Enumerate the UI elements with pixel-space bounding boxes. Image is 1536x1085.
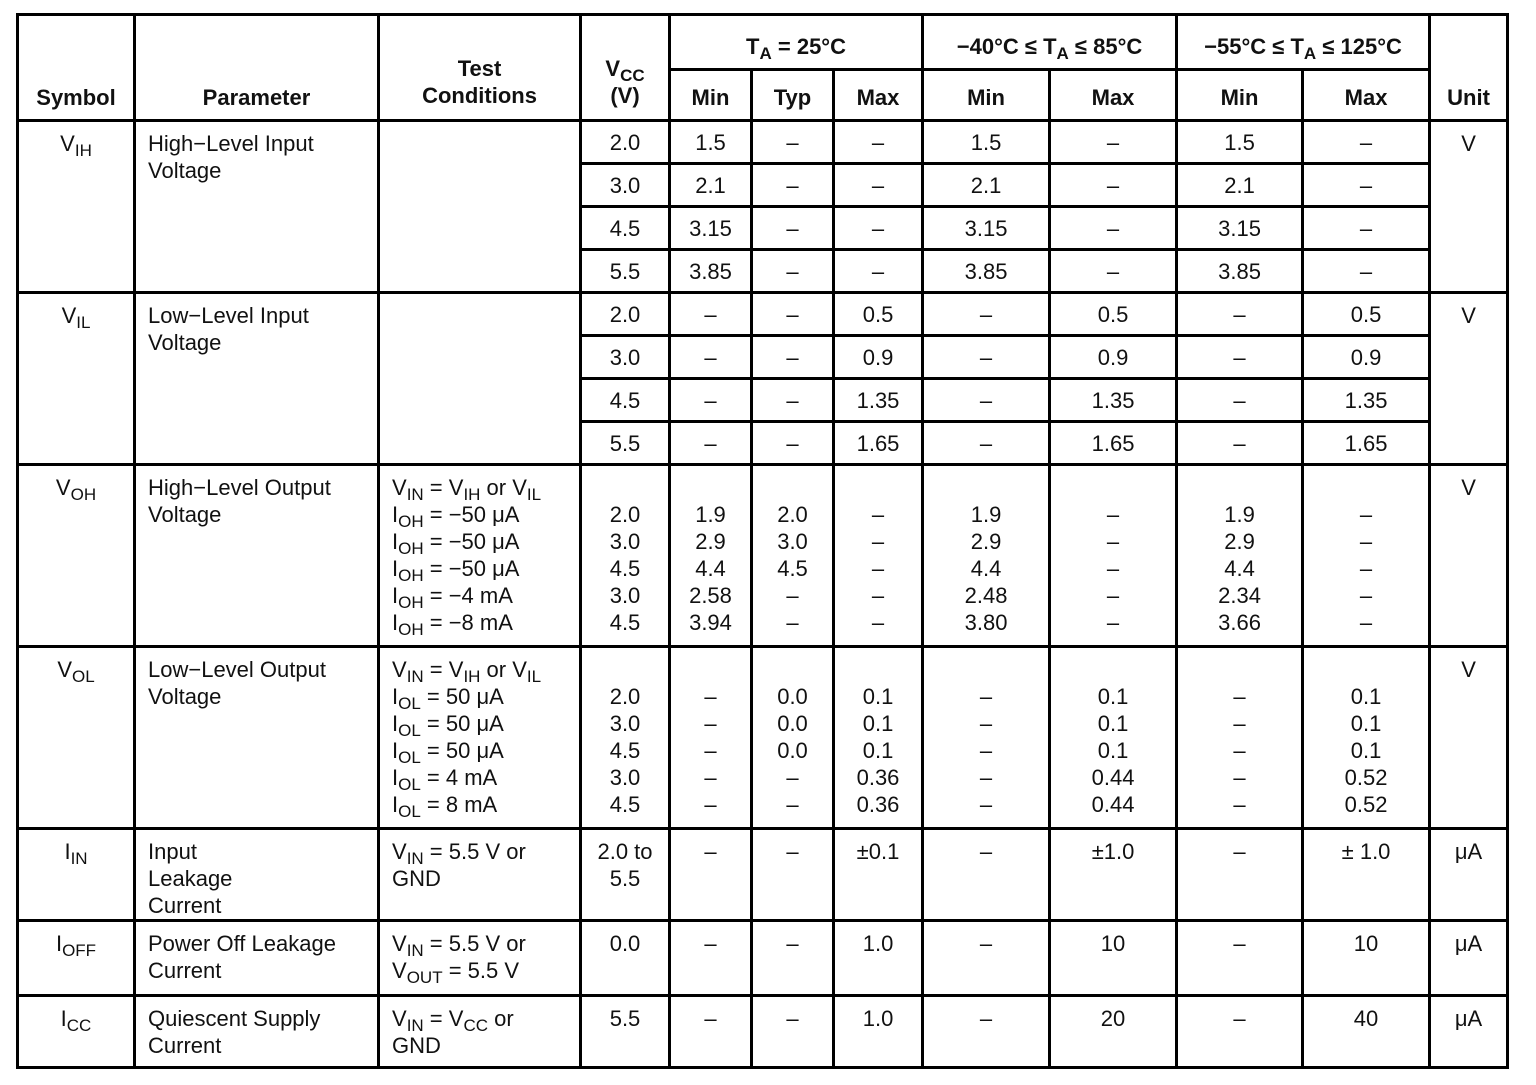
unit-ioff: μA (1430, 921, 1508, 996)
cell-min125: 3.85 (1177, 250, 1303, 293)
cell-max25: – (834, 121, 923, 164)
symbol-vil: $V_{IL}$ (18, 293, 135, 465)
cell-max85: 1.35 (1050, 379, 1177, 422)
cell-min85: – (923, 829, 1050, 921)
cell-min125: 2.1 (1177, 164, 1303, 207)
cell-vcc: 2.0 (581, 293, 670, 336)
cell-vcc: 2.0 (581, 121, 670, 164)
cell-typ25: – (752, 336, 834, 379)
header-vcc-sub: CC (620, 66, 645, 85)
header-max-85c: Max (1050, 70, 1177, 121)
column-max125: – – – – – (1303, 465, 1430, 647)
cell-min125: – (1177, 996, 1303, 1068)
header-symbol: Symbol (18, 15, 135, 121)
cell-min25: 3.85 (670, 250, 752, 293)
column-typ25: 2.0 3.0 4.5 – – (752, 465, 834, 647)
table-row-vol (18, 647, 1508, 829)
cell-min85: 2.1 (923, 164, 1050, 207)
header-max-125c: Max (1303, 70, 1430, 121)
header-parameter: Parameter (135, 15, 379, 121)
cell-max125: – (1303, 207, 1430, 250)
cell-typ25: – (752, 921, 834, 996)
cell-vcc: 4.5 (581, 207, 670, 250)
symbol-ioff: $I_{OFF}$ (18, 921, 135, 996)
cell-min85: 3.85 (923, 250, 1050, 293)
unit-iin: μA (1430, 829, 1508, 921)
cell-max25: 0.9 (834, 336, 923, 379)
header-vcc-main: V (605, 56, 621, 81)
cell-min25: 2.1 (670, 164, 752, 207)
cell-min25: – (670, 829, 752, 921)
cell-typ25: – (752, 207, 834, 250)
condition-line: $I_{OL} = 8$ mA (392, 792, 498, 821)
cell-max125: 1.65 (1303, 422, 1430, 465)
column-min85: – – – – – (923, 647, 1050, 829)
parameter-vol: Low−Level Output Voltage (135, 647, 379, 829)
cell-max85: – (1050, 250, 1177, 293)
cell-max125: 10 (1303, 921, 1430, 996)
cell-min25: – (670, 996, 752, 1068)
cell-max85: 0.9 (1050, 336, 1177, 379)
conditions-iin: $V_{IN} = 5.5$ V or GND (379, 829, 581, 921)
cell-min85: – (923, 336, 1050, 379)
condition-line: $I_{OL} = 50$ μA (392, 684, 504, 713)
cell-typ25: – (752, 379, 834, 422)
cell-max25: 1.0 (834, 996, 923, 1068)
cell-max25: – (834, 207, 923, 250)
header-group-125c: $-55^\circ C \le T_A \le 125^\circ C$ (1177, 15, 1430, 70)
condition-line: $V_{IN} = V_{IH}$ or $V_{IL}$ (392, 657, 542, 686)
cell-vcc: 3.0 (581, 164, 670, 207)
table-row-vih-0 (18, 121, 1508, 164)
cell-typ25: – (752, 422, 834, 465)
cell-min125: 1.5 (1177, 121, 1303, 164)
unit-vil: V (1430, 293, 1508, 465)
cell-min85: – (923, 996, 1050, 1068)
cell-min25: 3.15 (670, 207, 752, 250)
column-vcc: 2.0 3.0 4.5 3.0 4.5 (581, 647, 670, 829)
cell-min125: – (1177, 293, 1303, 336)
conditions-voh (379, 465, 581, 647)
condition-line: $I_{OH} = -50$ μA (392, 502, 520, 531)
table-row-icc (18, 996, 1508, 1068)
cell-max125: 0.5 (1303, 293, 1430, 336)
symbol-vih: $V_{IH}$ (18, 121, 135, 293)
unit-icc: μA (1430, 996, 1508, 1068)
cell-vcc: 4.5 (581, 379, 670, 422)
table-row-ioff (18, 921, 1508, 996)
column-min85: 1.9 2.9 4.4 2.48 3.80 (923, 465, 1050, 647)
column-max85: 0.1 0.1 0.1 0.44 0.44 (1050, 647, 1177, 829)
cell-min85: 3.15 (923, 207, 1050, 250)
cell-typ25: – (752, 996, 834, 1068)
cell-min25: – (670, 379, 752, 422)
cell-min85: 1.5 (923, 121, 1050, 164)
cell-max25: 1.0 (834, 921, 923, 996)
cell-max85: 0.5 (1050, 293, 1177, 336)
cell-min125: – (1177, 921, 1303, 996)
dc-characteristics-table (16, 13, 1509, 1069)
cell-min25: – (670, 921, 752, 996)
condition-line: $I_{OH} = -50$ μA (392, 529, 520, 558)
conditions-icc: $V_{IN} = V_{CC}$ or GND (379, 996, 581, 1068)
symbol-icc: $I_{CC}$ (18, 996, 135, 1068)
header-test-conditions (379, 15, 581, 121)
cell-min125: – (1177, 422, 1303, 465)
cell-max125: 0.9 (1303, 336, 1430, 379)
parameter-vih: High−Level Input Voltage (135, 121, 379, 293)
condition-line: $V_{IN} = V_{IH}$ or $V_{IL}$ (392, 475, 542, 504)
header-group-25c: $T_A = 25^\circ C$ (670, 15, 923, 70)
header-min-125c: Min (1177, 70, 1303, 121)
cell-max125: 40 (1303, 996, 1430, 1068)
condition-line: $I_{OH} = -50$ μA (392, 556, 520, 585)
parameter-vil: Low−Level Input Voltage (135, 293, 379, 465)
parameter-voh: High−Level Output Voltage (135, 465, 379, 647)
cell-min125: 3.15 (1177, 207, 1303, 250)
cell-max85: 1.65 (1050, 422, 1177, 465)
cell-typ25: – (752, 250, 834, 293)
parameter-ioff: Power Off Leakage Current (135, 921, 379, 996)
conditions-ioff: $V_{IN} = 5.5$ V or $V_{OUT} = 5.5$ V (379, 921, 581, 996)
cell-min25: – (670, 422, 752, 465)
column-min25: – – – – – (670, 647, 752, 829)
cell-min25: 1.5 (670, 121, 752, 164)
header-test-line1: Test (457, 56, 502, 81)
cell-max25: – (834, 164, 923, 207)
cell-min125: – (1177, 336, 1303, 379)
cell-vcc: 5.5 (581, 250, 670, 293)
cell-vcc: 3.0 (581, 336, 670, 379)
conditions-vol (379, 647, 581, 829)
cell-min85: – (923, 379, 1050, 422)
header-min-25c: Min (670, 70, 752, 121)
column-max25: 0.1 0.1 0.1 0.36 0.36 (834, 647, 923, 829)
column-min125: 1.9 2.9 4.4 2.34 3.66 (1177, 465, 1303, 647)
cell-min25: – (670, 336, 752, 379)
condition-line: $I_{OL} = 50$ μA (392, 711, 504, 740)
cell-max125: – (1303, 250, 1430, 293)
cell-max85: 20 (1050, 996, 1177, 1068)
cell-vcc: 5.5 (581, 422, 670, 465)
cell-max85: ±1.0 (1050, 829, 1177, 921)
condition-line: $I_{OH} = -4$ mA (392, 583, 513, 612)
column-max85: – – – – – (1050, 465, 1177, 647)
cell-max125: – (1303, 121, 1430, 164)
column-max25: – – – – – (834, 465, 923, 647)
unit-voh: V (1430, 465, 1508, 647)
header-max-25c: Max (834, 70, 923, 121)
header-vcc-unit: (V) (610, 83, 640, 108)
cell-min85: – (923, 422, 1050, 465)
cell-max125: 1.35 (1303, 379, 1430, 422)
cell-max25: 0.5 (834, 293, 923, 336)
parameter-icc: Quiescent Supply Current (135, 996, 379, 1068)
cell-max125: – (1303, 164, 1430, 207)
cell-min125: – (1177, 829, 1303, 921)
condition-line: $I_{OL} = 4$ mA (392, 765, 498, 794)
header-test-line2: Conditions (422, 83, 537, 108)
symbol-vol: $V_{OL}$ (18, 647, 135, 829)
table-row-iin (18, 829, 1508, 921)
symbol-iin: $I_{IN}$ (18, 829, 135, 921)
column-typ25: 0.0 0.0 0.0 – – (752, 647, 834, 829)
cell-max125: ± 1.0 (1303, 829, 1430, 921)
table-row-voh (18, 465, 1508, 647)
column-vcc: 2.0 3.0 4.5 3.0 4.5 (581, 465, 670, 647)
unit-vih: V (1430, 121, 1508, 293)
cell-min125: – (1177, 379, 1303, 422)
cell-max85: – (1050, 207, 1177, 250)
conditions-vih (379, 121, 581, 293)
condition-line: $I_{OL} = 50$ μA (392, 738, 504, 767)
header-unit: Unit (1430, 15, 1508, 121)
cell-typ25: – (752, 293, 834, 336)
cell-vcc: 5.5 (581, 996, 670, 1068)
column-min125: – – – – – (1177, 647, 1303, 829)
cell-typ25: – (752, 164, 834, 207)
cell-max85: 10 (1050, 921, 1177, 996)
cell-max25: 1.35 (834, 379, 923, 422)
symbol-voh: $V_{OH}$ (18, 465, 135, 647)
header-row-1 (18, 15, 1508, 70)
cell-max85: – (1050, 121, 1177, 164)
column-max125: 0.1 0.1 0.1 0.52 0.52 (1303, 647, 1430, 829)
cell-typ25: – (752, 121, 834, 164)
cell-vcc: 0.0 (581, 921, 670, 996)
header-vcc (581, 15, 670, 121)
cell-max25: – (834, 250, 923, 293)
cell-min85: – (923, 293, 1050, 336)
cell-max25: 1.65 (834, 422, 923, 465)
cell-max25: ±0.1 (834, 829, 923, 921)
cell-min25: – (670, 293, 752, 336)
table-row-vil-0 (18, 293, 1508, 336)
cell-max85: – (1050, 164, 1177, 207)
header-min-85c: Min (923, 70, 1050, 121)
cell-typ25: – (752, 829, 834, 921)
header-group-85c: $-40^\circ C \le T_A \le 85^\circ C$ (923, 15, 1177, 70)
conditions-vil (379, 293, 581, 465)
condition-line: $I_{OH} = -8$ mA (392, 610, 513, 639)
unit-vol: V (1430, 647, 1508, 829)
column-min25: 1.9 2.9 4.4 2.58 3.94 (670, 465, 752, 647)
cell-vcc: 2.0 to 5.5 (581, 829, 670, 921)
cell-min85: – (923, 921, 1050, 996)
parameter-iin: Input Leakage Current (135, 829, 379, 921)
header-typ-25c: Typ (752, 70, 834, 121)
